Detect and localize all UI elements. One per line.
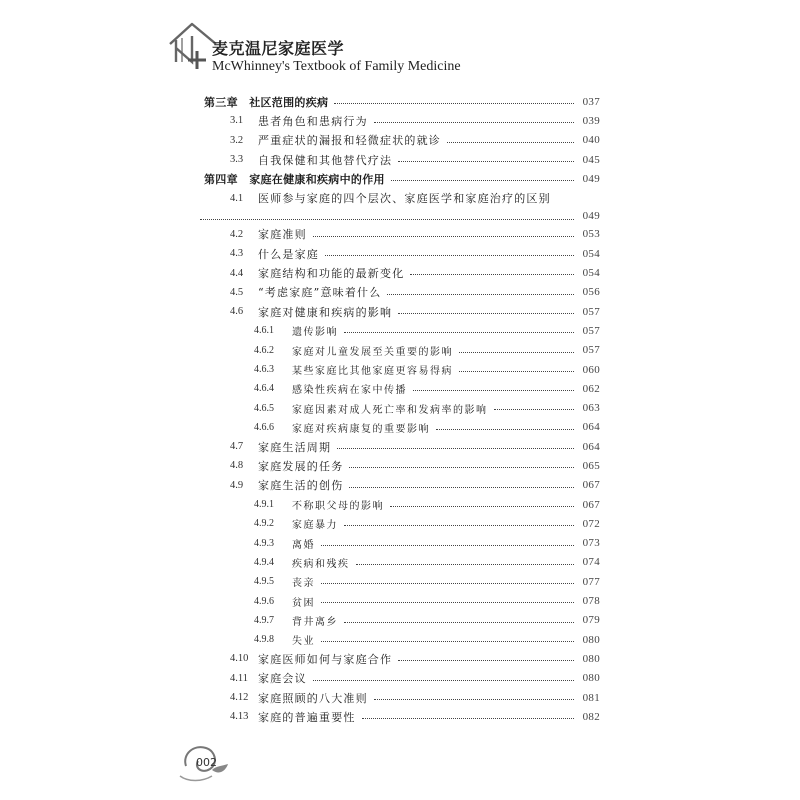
toc-entry-title: 第四章 家庭在健康和疾病中的作用 [204, 172, 385, 186]
toc-entry-number: 4.6.3 [254, 364, 274, 375]
toc-entry-row [200, 302, 600, 321]
toc-entry-row [200, 630, 600, 649]
toc-dot-leader [313, 680, 574, 681]
toc-entry-number: 4.12 [230, 692, 249, 704]
toc-dot-leader [321, 602, 574, 603]
toc-entry-row [200, 553, 600, 572]
toc-page-number: 080 [582, 633, 600, 646]
toc-page-number: 067 [582, 498, 600, 511]
toc-dot-leader [321, 545, 574, 546]
toc-entry-row [200, 707, 600, 726]
toc-entry-row [200, 321, 600, 340]
toc-entry-title: 离婚 [292, 539, 315, 551]
toc-dot-leader [344, 622, 574, 623]
toc-dot-leader [334, 103, 574, 104]
toc-page-number: 062 [582, 382, 600, 395]
toc-entry-row [200, 379, 600, 398]
toc-entry-title: 严重症状的漏报和轻微症状的就诊 [258, 134, 441, 148]
toc-dot-leader [321, 583, 574, 584]
toc-page-number: 039 [582, 114, 600, 127]
toc-entry-title: 第三章 社区范围的疾病 [204, 95, 329, 109]
toc-entry-title: 家庭照顾的八大准则 [258, 691, 368, 705]
book-header [166, 14, 486, 74]
toc-page-number: 049 [582, 172, 600, 185]
toc-entry-row [200, 111, 600, 130]
toc-page-number: 079 [582, 614, 600, 627]
toc-entry-title: 什么是家庭 [258, 247, 319, 261]
toc-entry-row [200, 534, 600, 553]
toc-entry-number: 4.6.1 [254, 325, 274, 337]
toc-dot-leader [398, 313, 574, 314]
toc-entry-row [200, 456, 600, 475]
toc-entry-title: 患者角色和患病行为 [258, 114, 368, 128]
toc-page-number: 077 [582, 575, 600, 588]
toc-entry-title: 家庭的普遍重要性 [258, 710, 356, 724]
toc-page-number: 040 [582, 134, 600, 147]
toc-entry-number: 4.1 [230, 192, 244, 204]
table-of-contents [200, 92, 600, 727]
toc-entry-number: 4.8 [230, 460, 244, 472]
toc-entry-title: 家庭准则 [258, 228, 307, 242]
toc-page-number: 080 [582, 652, 600, 665]
toc-chapter-row [200, 169, 600, 188]
toc-entry-row [200, 688, 600, 707]
toc-dot-leader [349, 487, 574, 488]
toc-entry-row [200, 591, 600, 610]
toc-dot-leader [494, 409, 574, 410]
toc-dot-leader [200, 219, 574, 220]
toc-dot-leader [390, 506, 574, 507]
toc-entry-title: 家庭生活周期 [258, 440, 332, 454]
toc-entry-row [200, 649, 600, 668]
toc-entry-number: 3.1 [230, 115, 244, 127]
toc-entry-number: 4.9.5 [254, 576, 274, 588]
toc-page-number: 057 [582, 305, 600, 318]
toc-dot-leader [447, 142, 574, 143]
book-title-english: McWhinney's Textbook of Family Medicine [212, 59, 461, 74]
toc-entry-number: 4.9.7 [254, 614, 274, 626]
toc-entry-title: 家庭因素对成人死亡率和发病率的影响 [292, 404, 488, 416]
toc-page-number: 053 [582, 228, 600, 241]
toc-page-number: 037 [582, 95, 600, 108]
page-number: 002 [196, 756, 217, 769]
toc-entry-title: 家庭发展的任务 [258, 459, 344, 473]
toc-entry-title: 自我保健和其他替代疗法 [258, 153, 393, 167]
toc-entry-row [200, 263, 600, 282]
toc-entry-title: 疾病和残疾 [292, 558, 350, 570]
toc-dot-leader [398, 660, 574, 661]
toc-chapter-row [200, 92, 600, 111]
toc-page-number: 073 [582, 537, 600, 550]
toc-dot-leader [374, 699, 574, 700]
toc-entry-title: 家庭对疾病康复的重要影响 [292, 423, 430, 435]
toc-entry-title: 遗传影响 [292, 327, 338, 339]
toc-dot-leader [459, 352, 574, 353]
toc-page-number: 056 [582, 286, 600, 299]
toc-entry-number: 4.9.2 [254, 518, 274, 530]
toc-entry-row [200, 437, 600, 456]
toc-entry-row [200, 398, 600, 417]
toc-entry-number: 3.3 [230, 154, 244, 166]
toc-entry-number: 4.5 [230, 286, 244, 298]
toc-dot-leader [362, 718, 574, 719]
toc-entry-row [200, 150, 600, 169]
toc-entry-title: 某些家庭比其他家庭更容易得病 [292, 366, 453, 377]
toc-entry-title: 丧亲 [292, 578, 315, 590]
toc-entry-row [200, 131, 600, 150]
toc-entry-row [200, 225, 600, 244]
toc-entry-row [200, 188, 600, 207]
toc-entry-number: 4.2 [230, 228, 244, 240]
toc-entry-number: 4.13 [230, 711, 249, 723]
toc-entry-number: 4.6.6 [254, 421, 274, 433]
toc-entry-number: 4.6.5 [254, 402, 274, 414]
toc-entry-row [200, 208, 600, 225]
toc-entry-number: 3.2 [230, 134, 244, 146]
toc-dot-leader [410, 274, 574, 275]
toc-dot-leader [374, 122, 574, 123]
toc-page-number: 054 [582, 247, 600, 260]
toc-entry-title: 家庭暴力 [292, 520, 338, 532]
toc-entry-title: 贫困 [292, 597, 315, 609]
toc-entry-number: 4.9.4 [254, 556, 274, 568]
toc-entry-title: 家庭会议 [258, 672, 307, 686]
toc-entry-row [200, 572, 600, 591]
toc-entry-number: 4.4 [230, 267, 244, 279]
toc-entry-row [200, 495, 600, 514]
toc-dot-leader [398, 161, 574, 162]
toc-page-number: 057 [582, 324, 600, 337]
toc-entry-title: 背井离乡 [292, 616, 338, 628]
toc-entry-row [200, 476, 600, 495]
toc-entry-title: 家庭生活的创伤 [258, 479, 344, 493]
toc-entry-title: 家庭对儿童发展至关重要的影响 [292, 346, 453, 358]
toc-entry-number: 4.9.6 [254, 595, 274, 607]
toc-entry-title: 医师参与家庭的四个层次、家庭医学和家庭治疗的区别 [258, 192, 551, 206]
toc-dot-leader [356, 564, 574, 565]
toc-entry-row [200, 283, 600, 302]
toc-page-number: 049 [582, 210, 600, 223]
toc-entry-number: 4.6 [230, 306, 244, 318]
toc-page-number: 078 [582, 595, 600, 608]
toc-page-number: 081 [582, 691, 600, 704]
toc-entry-number: 4.9 [230, 479, 244, 491]
toc-page-number: 064 [582, 440, 600, 453]
toc-entry-title: 失业 [292, 636, 315, 648]
toc-dot-leader [349, 467, 574, 468]
toc-entry-number: 4.11 [230, 672, 248, 684]
toc-entry-row [200, 669, 600, 688]
toc-page-number: 064 [582, 421, 600, 434]
toc-dot-leader [459, 371, 574, 372]
toc-entry-title: 感染性疾病在家中传播 [292, 385, 407, 397]
toc-dot-leader [313, 236, 574, 237]
toc-entry-title: 家庭对健康和疾病的影响 [258, 305, 393, 319]
toc-page-number: 067 [582, 479, 600, 492]
toc-dot-leader [413, 390, 574, 391]
toc-dot-leader [387, 294, 574, 295]
book-title-chinese: 麦克温尼家庭医学 [212, 39, 345, 58]
toc-dot-leader [436, 429, 574, 430]
toc-dot-leader [391, 180, 574, 181]
toc-entry-number: 4.10 [230, 653, 249, 665]
toc-page-number: 074 [582, 556, 600, 569]
toc-page-number: 080 [582, 672, 600, 685]
toc-entry-number: 4.3 [230, 248, 244, 260]
toc-entry-row [200, 418, 600, 437]
toc-entry-number: 4.6.2 [254, 344, 274, 356]
toc-dot-leader [337, 448, 574, 449]
toc-entry-row [200, 244, 600, 263]
toc-dot-leader [325, 255, 574, 256]
toc-entry-number: 4.9.1 [254, 499, 274, 511]
toc-entry-row [200, 514, 600, 533]
toc-dot-leader [344, 525, 574, 526]
toc-page-number: 045 [582, 153, 600, 166]
toc-page-number: 072 [582, 517, 600, 530]
toc-page-number: 082 [582, 710, 600, 723]
toc-dot-leader [344, 332, 574, 333]
toc-entry-row [200, 360, 600, 379]
toc-entry-row [200, 611, 600, 630]
toc-page-number: 057 [582, 344, 600, 357]
toc-entry-title: “考虑家庭”意味着什么 [258, 286, 382, 300]
toc-entry-number: 4.7 [230, 441, 244, 453]
toc-entry-row [200, 341, 600, 360]
toc-dot-leader [321, 641, 574, 642]
toc-entry-number: 4.6.4 [254, 383, 274, 395]
toc-page-number: 060 [582, 363, 600, 376]
toc-page-number: 063 [582, 402, 600, 415]
toc-entry-title: 家庭医师如何与家庭合作 [258, 652, 393, 666]
toc-entry-number: 4.9.3 [254, 537, 274, 549]
toc-entry-title: 不称职父母的影响 [292, 501, 384, 513]
toc-page-number: 065 [582, 459, 600, 472]
toc-page-number: 054 [582, 267, 600, 280]
toc-entry-title: 家庭结构和功能的最新变化 [258, 267, 405, 281]
toc-entry-number: 4.9.8 [254, 634, 274, 646]
